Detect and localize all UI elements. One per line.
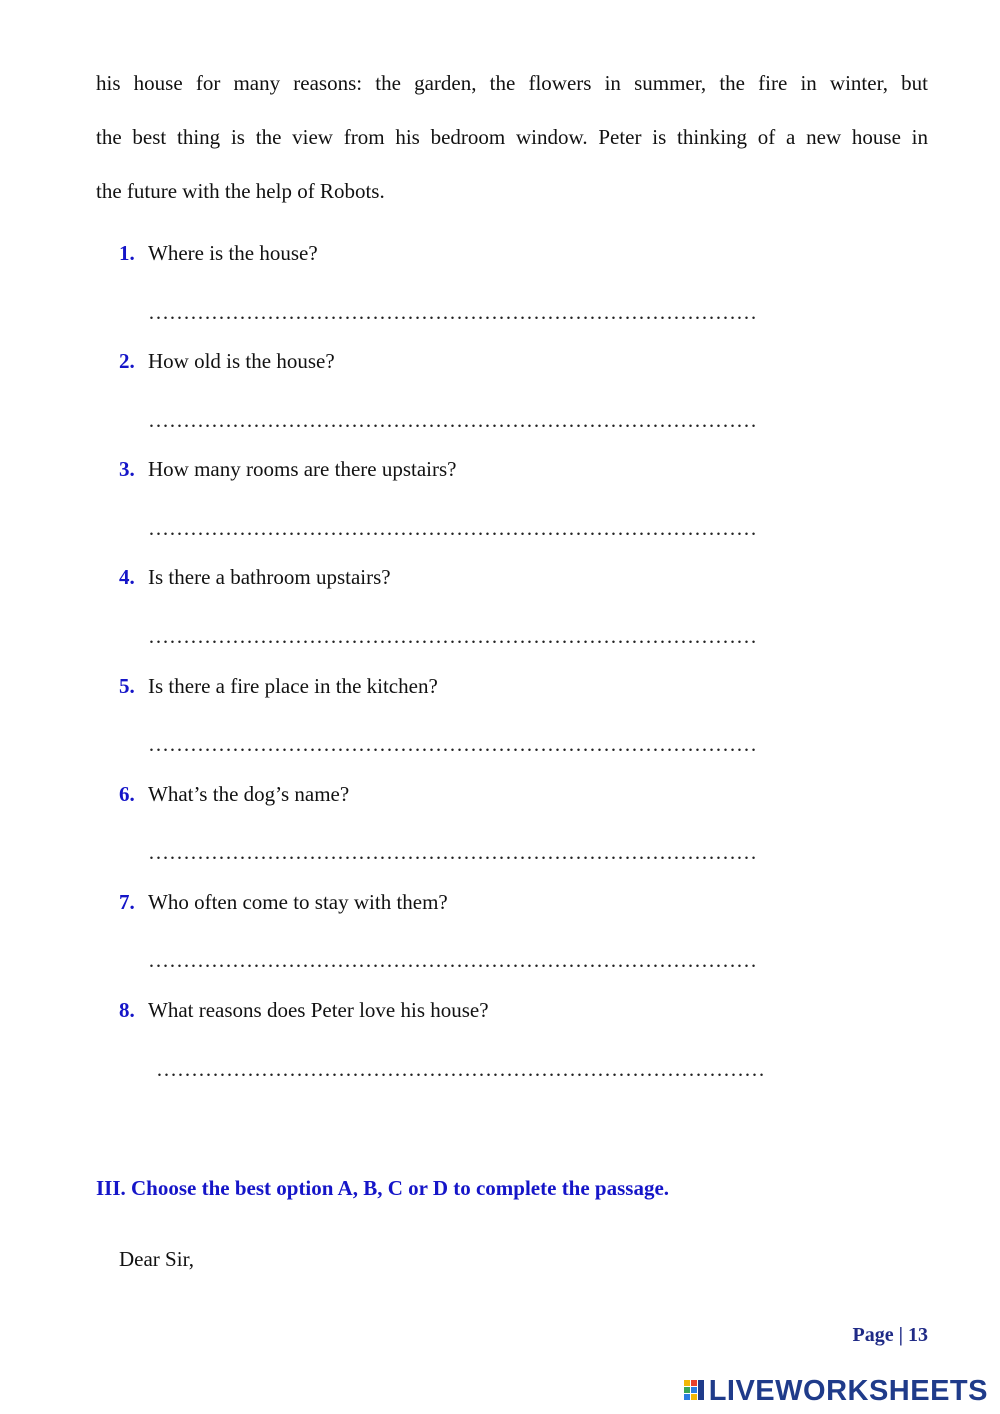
question-1 bbox=[119, 239, 318, 267]
answer-field-2[interactable]: …………………………………………………………………………… bbox=[148, 408, 757, 432]
answer-field-8[interactable]: …………………………………………………………………………… bbox=[156, 1057, 765, 1081]
answer-field-4[interactable]: …………………………………………………………………………… bbox=[148, 624, 757, 648]
question-2 bbox=[119, 347, 335, 375]
question-number: 1. bbox=[119, 241, 135, 265]
question-text: Who often come to stay with them? bbox=[148, 890, 448, 914]
question-text: Is there a bathroom upstairs? bbox=[148, 565, 391, 589]
question-text: How many rooms are there upstairs? bbox=[148, 457, 457, 481]
question-8 bbox=[119, 996, 489, 1024]
passage-line: the best thing is the view from his bedroom window. Peter is thinking of a new house in bbox=[96, 125, 928, 149]
answer-field-6[interactable]: …………………………………………………………………………… bbox=[148, 840, 757, 864]
passage-line: his house for many reasons: the garden, the flowers in summer, the fire in winter, but bbox=[96, 71, 928, 95]
question-text: Is there a fire place in the kitchen? bbox=[148, 674, 438, 698]
question-text: Where is the house? bbox=[148, 241, 318, 265]
question-4 bbox=[119, 563, 391, 591]
question-number: 8. bbox=[119, 998, 135, 1022]
liveworksheets-logo-icon bbox=[684, 1378, 706, 1404]
page-number: Page | 13 bbox=[852, 1324, 928, 1346]
question-text: What reasons does Peter love his house? bbox=[148, 998, 489, 1022]
answer-field-5[interactable]: …………………………………………………………………………… bbox=[148, 732, 757, 756]
question-7 bbox=[119, 888, 448, 916]
letter-greeting: Dear Sir, bbox=[119, 1247, 194, 1271]
section-heading: III. Choose the best option A, B, C or D to complete the passage. bbox=[96, 1176, 670, 1200]
answer-field-7[interactable]: …………………………………………………………………………… bbox=[148, 948, 757, 972]
question-number: 7. bbox=[119, 890, 135, 914]
answer-field-3[interactable]: …………………………………………………………………………… bbox=[148, 516, 757, 540]
brand-logo bbox=[684, 1374, 988, 1408]
question-6 bbox=[119, 780, 349, 808]
answer-field-1[interactable]: …………………………………………………………………………… bbox=[148, 300, 757, 324]
question-text: What’s the dog’s name? bbox=[148, 782, 350, 806]
question-5 bbox=[119, 672, 438, 700]
question-number: 5. bbox=[119, 674, 135, 698]
question-3 bbox=[119, 455, 457, 483]
question-text: How old is the house? bbox=[148, 349, 335, 373]
passage-line: the future with the help of Robots. bbox=[96, 179, 385, 203]
brand-name: LIVEWORKSHEETS bbox=[708, 1374, 988, 1407]
question-number: 2. bbox=[119, 349, 135, 373]
passage-text bbox=[96, 56, 928, 218]
question-number: 6. bbox=[119, 782, 135, 806]
question-number: 4. bbox=[119, 565, 135, 589]
question-number: 3. bbox=[119, 457, 135, 481]
